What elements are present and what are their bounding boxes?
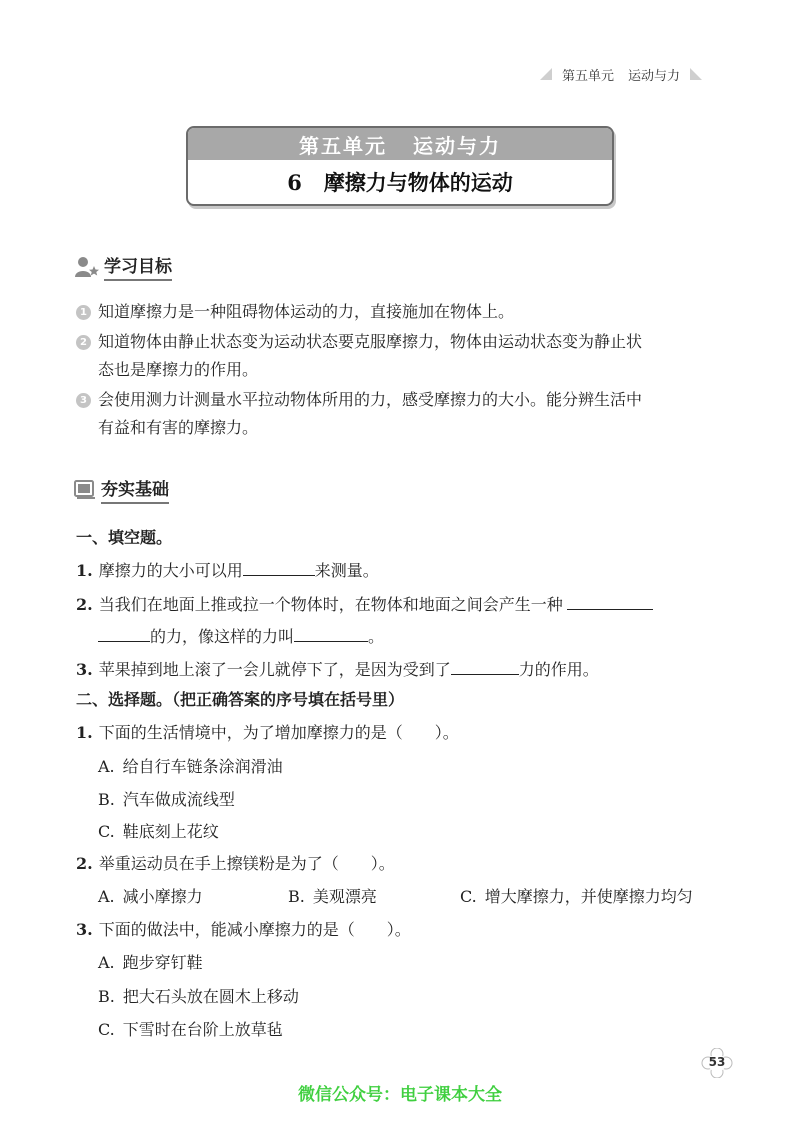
option-text: 减小摩擦力 — [122, 887, 203, 906]
answer-blank[interactable] — [98, 623, 150, 642]
fill-question — [76, 591, 653, 617]
choice-heading: 二、选择题。（把正确答案的序号填在括号里） — [76, 690, 405, 709]
answer-blank[interactable] — [294, 623, 368, 642]
question-text: 苹果掉到地上滚了一会儿就停下了，是因为受到了 — [98, 660, 451, 679]
question-stem: 举重运动员在手上擦镁粉是为了（ ）。 — [98, 854, 395, 873]
answer-blank[interactable] — [567, 591, 653, 610]
answer-blank[interactable] — [243, 557, 315, 576]
objective-item — [76, 298, 726, 326]
objective-number-badge: 1 — [76, 305, 91, 320]
option-text: 美观漂亮 — [312, 887, 377, 906]
running-header-title: 运动与力 — [628, 68, 681, 84]
objectives-heading — [74, 252, 172, 281]
option-letter: C. — [98, 1020, 115, 1039]
choice-question — [76, 852, 395, 876]
option-letter: B. — [98, 987, 115, 1006]
running-header — [540, 64, 740, 84]
objective-number-badge: 2 — [76, 335, 91, 350]
choice-option[interactable] — [98, 985, 299, 1009]
option-text: 汽车做成流线型 — [122, 790, 235, 809]
book-icon — [74, 480, 96, 500]
objective-text — [98, 386, 726, 442]
question-stem: 下面的做法中，能减小摩擦力的是（ ）。 — [98, 920, 411, 939]
objective-text — [98, 328, 726, 384]
lesson-title-text: 摩擦力与物体的运动 — [323, 170, 513, 195]
option-letter: A. — [98, 953, 115, 972]
page-number-badge — [700, 1048, 734, 1078]
question-text: 来测量。 — [314, 561, 379, 580]
question-number: 2. — [76, 595, 93, 614]
basics-heading — [74, 475, 169, 504]
objective-number-badge: 3 — [76, 393, 91, 408]
footer-watermark: 微信公众号：电子课本大全 — [298, 1085, 502, 1105]
choice-option[interactable] — [288, 885, 377, 909]
lesson-title-box — [186, 126, 614, 206]
choice-option[interactable] — [98, 820, 219, 844]
option-text: 给自行车链条涂润滑油 — [122, 757, 283, 776]
question-text: 力的作用。 — [518, 660, 599, 679]
triangle-left-icon — [540, 68, 552, 80]
option-text: 鞋底刻上花纹 — [122, 822, 219, 841]
choice-question — [76, 721, 459, 745]
question-number: 2. — [76, 854, 93, 873]
option-letter: A. — [98, 757, 115, 776]
unit-banner-title: 运动与力 — [413, 133, 501, 158]
option-letter: C. — [460, 887, 477, 906]
question-number: 3. — [76, 660, 93, 679]
fill-question-continued — [98, 623, 384, 649]
option-letter: C. — [98, 822, 115, 841]
fill-question — [76, 557, 379, 583]
basics-heading-text: 夯实基础 — [101, 475, 169, 504]
objective-item — [76, 386, 726, 442]
question-text: 当我们在地面上推或拉一个物体时，在物体和地面之间会产生一种 — [98, 595, 563, 614]
objective-text-line: 有益和有害的摩擦力。 — [98, 418, 259, 437]
objectives-heading-text: 学习目标 — [104, 252, 172, 281]
question-number: 1. — [76, 561, 93, 580]
fill-heading: 一、填空题。 — [76, 528, 173, 547]
question-stem: 下面的生活情境中，为了增加摩擦力的是（ ）。 — [98, 723, 459, 742]
unit-banner — [188, 128, 612, 160]
unit-banner-unit: 第五单元 — [299, 133, 387, 158]
objective-text-line: 态也是摩擦力的作用。 — [98, 360, 259, 379]
question-text: 摩擦力的大小可以用 — [98, 561, 243, 580]
option-letter: B. — [98, 790, 115, 809]
choice-option[interactable] — [98, 788, 235, 812]
question-number: 1. — [76, 723, 93, 742]
objective-item — [76, 328, 726, 384]
choice-question — [76, 918, 411, 942]
objective-text-line: 会使用测力计测量水平拉动物体所用的力，感受摩擦力的大小。能分辨生活中 — [98, 390, 643, 409]
lesson-number: 6 — [287, 169, 302, 195]
fill-question — [76, 656, 599, 682]
choice-option[interactable] — [98, 1018, 283, 1042]
learner-star-icon — [74, 256, 100, 278]
objective-text: 知道摩擦力是一种阻碍物体运动的力，直接施加在物体上。 — [98, 302, 515, 321]
option-letter: B. — [288, 887, 305, 906]
choice-option[interactable] — [98, 951, 203, 975]
question-number: 3. — [76, 920, 93, 939]
choice-option[interactable] — [460, 885, 693, 909]
option-text: 下雪时在台阶上放草毡 — [122, 1020, 283, 1039]
option-text: 跑步穿钉鞋 — [122, 953, 203, 972]
choice-option[interactable] — [98, 885, 203, 909]
choice-option[interactable] — [98, 755, 283, 779]
option-text: 增大摩擦力，并使摩擦力均匀 — [484, 887, 693, 906]
question-text: 的力，像这样的力叫 — [150, 627, 295, 646]
option-text: 把大石头放在圆木上移动 — [122, 987, 299, 1006]
answer-blank[interactable] — [451, 656, 519, 675]
option-letter: A. — [98, 887, 115, 906]
running-header-unit: 第五单元 — [562, 68, 615, 84]
page-number: 53 — [708, 1055, 726, 1069]
objective-text-line: 知道物体由静止状态变为运动状态要克服摩擦力，物体由运动状态变为静止状 — [98, 332, 643, 351]
triangle-right-icon — [690, 68, 702, 80]
question-text: 。 — [368, 627, 385, 646]
lesson-title — [188, 160, 612, 204]
